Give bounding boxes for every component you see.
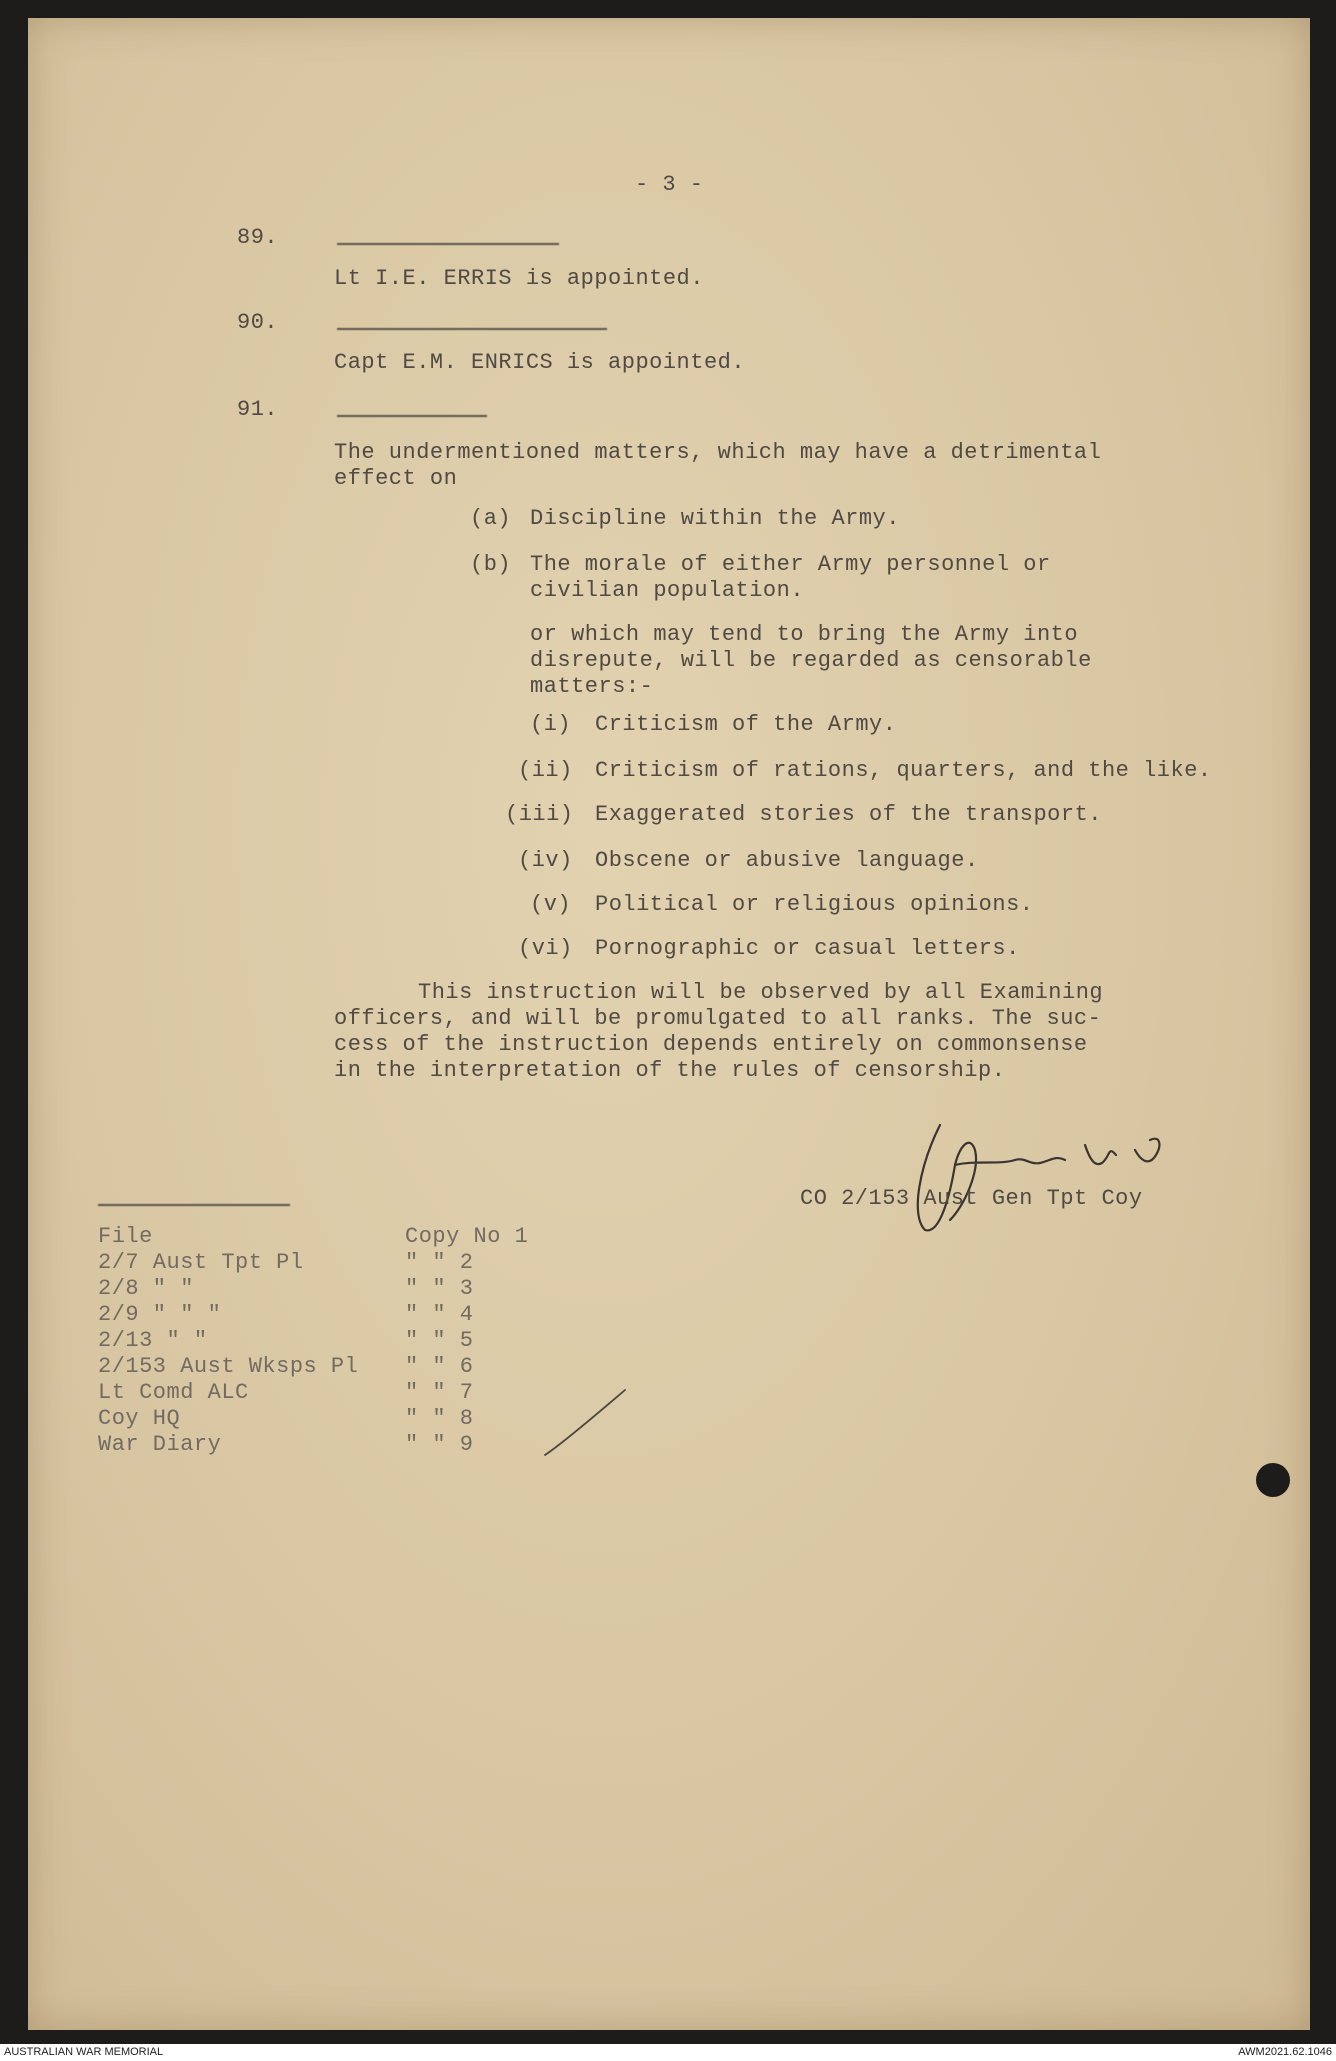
paragraph-number: 89. [237, 225, 279, 250]
punch-hole [1256, 1463, 1290, 1497]
signature-block: CO 2/153 Aust Gen Tpt Coy [800, 1186, 1143, 1211]
distribution-copy: " " 9 [405, 1432, 474, 1457]
matter-text: Obscene or abusive language. [595, 848, 979, 873]
matter-label: (v) [530, 892, 572, 917]
distribution-copy: " " 3 [405, 1276, 474, 1301]
effect-label: (b) [470, 552, 512, 577]
matter-label: (ii) [518, 758, 573, 783]
distribution-name: Coy HQ [98, 1406, 181, 1431]
redacted-heading [337, 310, 607, 330]
paragraph-body: Lt I.E. ERRIS is appointed. [334, 266, 704, 291]
distribution-name: Lt Comd ALC [98, 1380, 249, 1405]
redacted-heading [337, 225, 559, 245]
paragraph-number: 91. [237, 397, 279, 422]
paragraph-number: 90. [237, 310, 279, 335]
matter-label: (iii) [505, 802, 574, 827]
matter-label: (iv) [518, 848, 573, 873]
distribution-copy: Copy No 1 [405, 1224, 529, 1249]
distribution-copy: " " 7 [405, 1380, 474, 1405]
closing-line: This instruction will be observed by all Examining [418, 980, 1104, 1005]
continuation-line: disrepute, will be regarded as censorable [530, 648, 1092, 673]
effect-text: civilian population. [530, 578, 805, 603]
distribution-copy: " " 8 [405, 1406, 474, 1431]
matter-text: Exaggerated stories of the transport. [595, 802, 1102, 827]
closing-line: in the interpretation of the rules of censorship. [334, 1058, 1006, 1083]
archive-name: AUSTRALIAN WAR MEMORIAL [4, 2046, 164, 2058]
paragraph-intro: The undermentioned matters, which may have a detrimental [334, 440, 1102, 465]
archive-reference: AWM2021.62.1046 [1238, 2046, 1332, 2058]
closing-line: officers, and will be promulgated to all ranks. The suc- [334, 1006, 1102, 1031]
distribution-name: 2/9 " " " [98, 1302, 222, 1327]
effect-label: (a) [470, 506, 512, 531]
continuation-line: matters:- [530, 674, 654, 699]
pencil-tick-mark [540, 1385, 630, 1465]
matter-label: (vi) [518, 936, 573, 961]
matter-text: Criticism of the Army. [595, 712, 897, 737]
effect-text: The morale of either Army personnel or [530, 552, 1051, 577]
distribution-name: 2/8 " " [98, 1276, 194, 1301]
paragraph-body: Capt E.M. ENRICS is appointed. [334, 350, 746, 375]
closing-line: cess of the instruction depends entirely on commonsense [334, 1032, 1088, 1057]
matter-text: Pornographic or casual letters. [595, 936, 1020, 961]
continuation-line: or which may tend to bring the Army into [530, 622, 1079, 647]
matter-text: Criticism of rations, quarters, and the like. [595, 758, 1212, 783]
distribution-copy: " " 4 [405, 1302, 474, 1327]
distribution-name: 2/7 Aust Tpt Pl [98, 1250, 304, 1275]
distribution-heading [98, 1186, 290, 1206]
paragraph-intro: effect on [334, 466, 458, 491]
handwritten-signature [880, 1105, 1180, 1245]
distribution-copy: " " 2 [405, 1250, 474, 1275]
distribution-copy: " " 6 [405, 1354, 474, 1379]
redacted-heading [337, 397, 487, 417]
distribution-name: 2/13 " " [98, 1328, 208, 1353]
distribution-name: War Diary [98, 1432, 222, 1457]
matter-label: (i) [530, 712, 572, 737]
archive-footer [0, 2044, 1336, 2061]
distribution-name: 2/153 Aust Wksps Pl [98, 1354, 359, 1379]
effect-text: Discipline within the Army. [530, 506, 900, 531]
matter-text: Political or religious opinions. [595, 892, 1034, 917]
page-number: - 3 - [635, 172, 704, 197]
distribution-name: File [98, 1224, 153, 1249]
distribution-copy: " " 5 [405, 1328, 474, 1353]
